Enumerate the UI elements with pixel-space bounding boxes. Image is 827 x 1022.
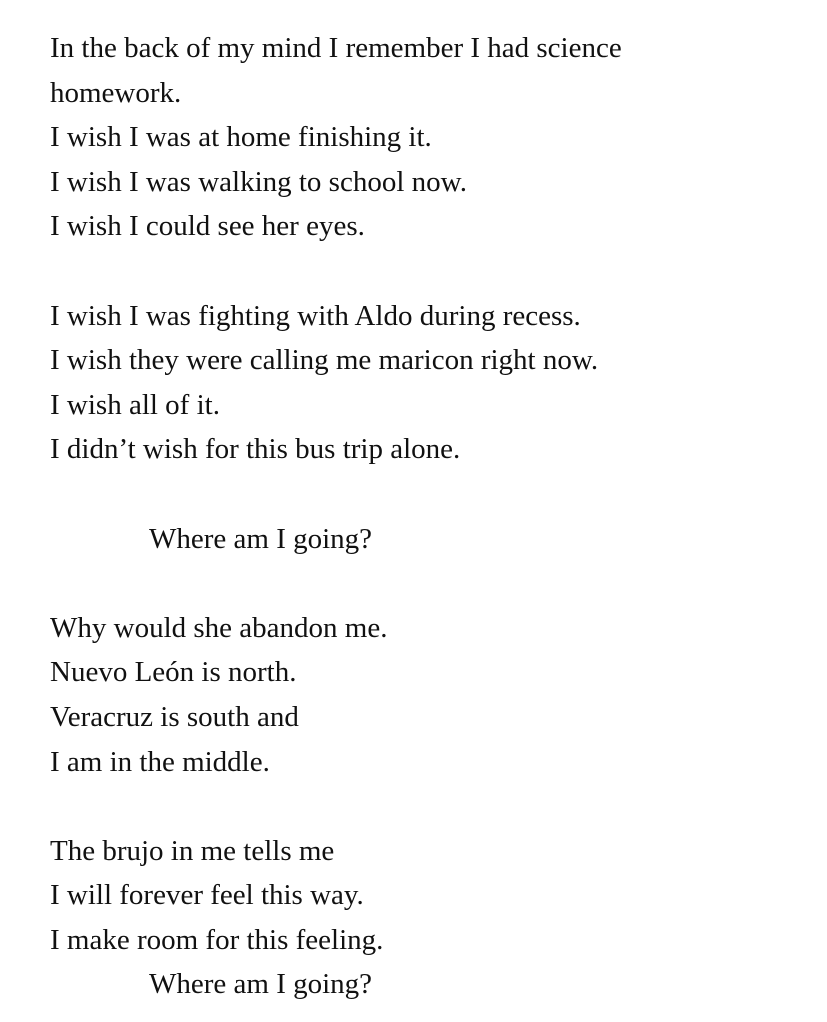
poem-line: I wish I was at home finishing it.: [50, 121, 432, 154]
stanza-2: [50, 294, 810, 472]
poem-line: I wish I was walking to school now.: [50, 165, 467, 198]
poem-line: I wish I could see her eyes.: [50, 210, 365, 243]
poem-line: Why would she abandon me.: [50, 611, 388, 644]
poem-line: homework.: [50, 76, 182, 109]
stanza-break: [50, 561, 810, 606]
refrain-line: Where am I going?: [149, 522, 373, 555]
stanza-break: [50, 472, 810, 517]
poem-line: I wish I was fighting with Aldo during recess.: [50, 299, 581, 332]
stanza-1: [50, 26, 810, 249]
stanza-break: [50, 784, 810, 829]
poem-line: I didn’t wish for this bus trip alone.: [50, 433, 461, 466]
stanza-3: [50, 606, 810, 784]
poem-line: In the back of my mind I remember I had science: [50, 32, 622, 64]
poem-line: Veracruz is south and: [50, 700, 299, 733]
refrain-line: Where am I going?: [149, 968, 373, 1001]
poem-line: I will forever feel this way.: [50, 879, 364, 912]
poem-line: I make room for this feeling.: [50, 923, 384, 956]
stanza-4: [50, 829, 810, 963]
stanza-break: [50, 249, 810, 294]
poem-line: I am in the middle.: [50, 745, 270, 778]
poem-line: The brujo in me tells me: [50, 834, 335, 867]
poem-line: I wish they were calling me maricon right now.: [50, 344, 599, 377]
poem-line: I wish all of it.: [50, 388, 220, 421]
poem-line: Nuevo León is north.: [50, 656, 297, 689]
poem-page: [50, 26, 810, 1007]
